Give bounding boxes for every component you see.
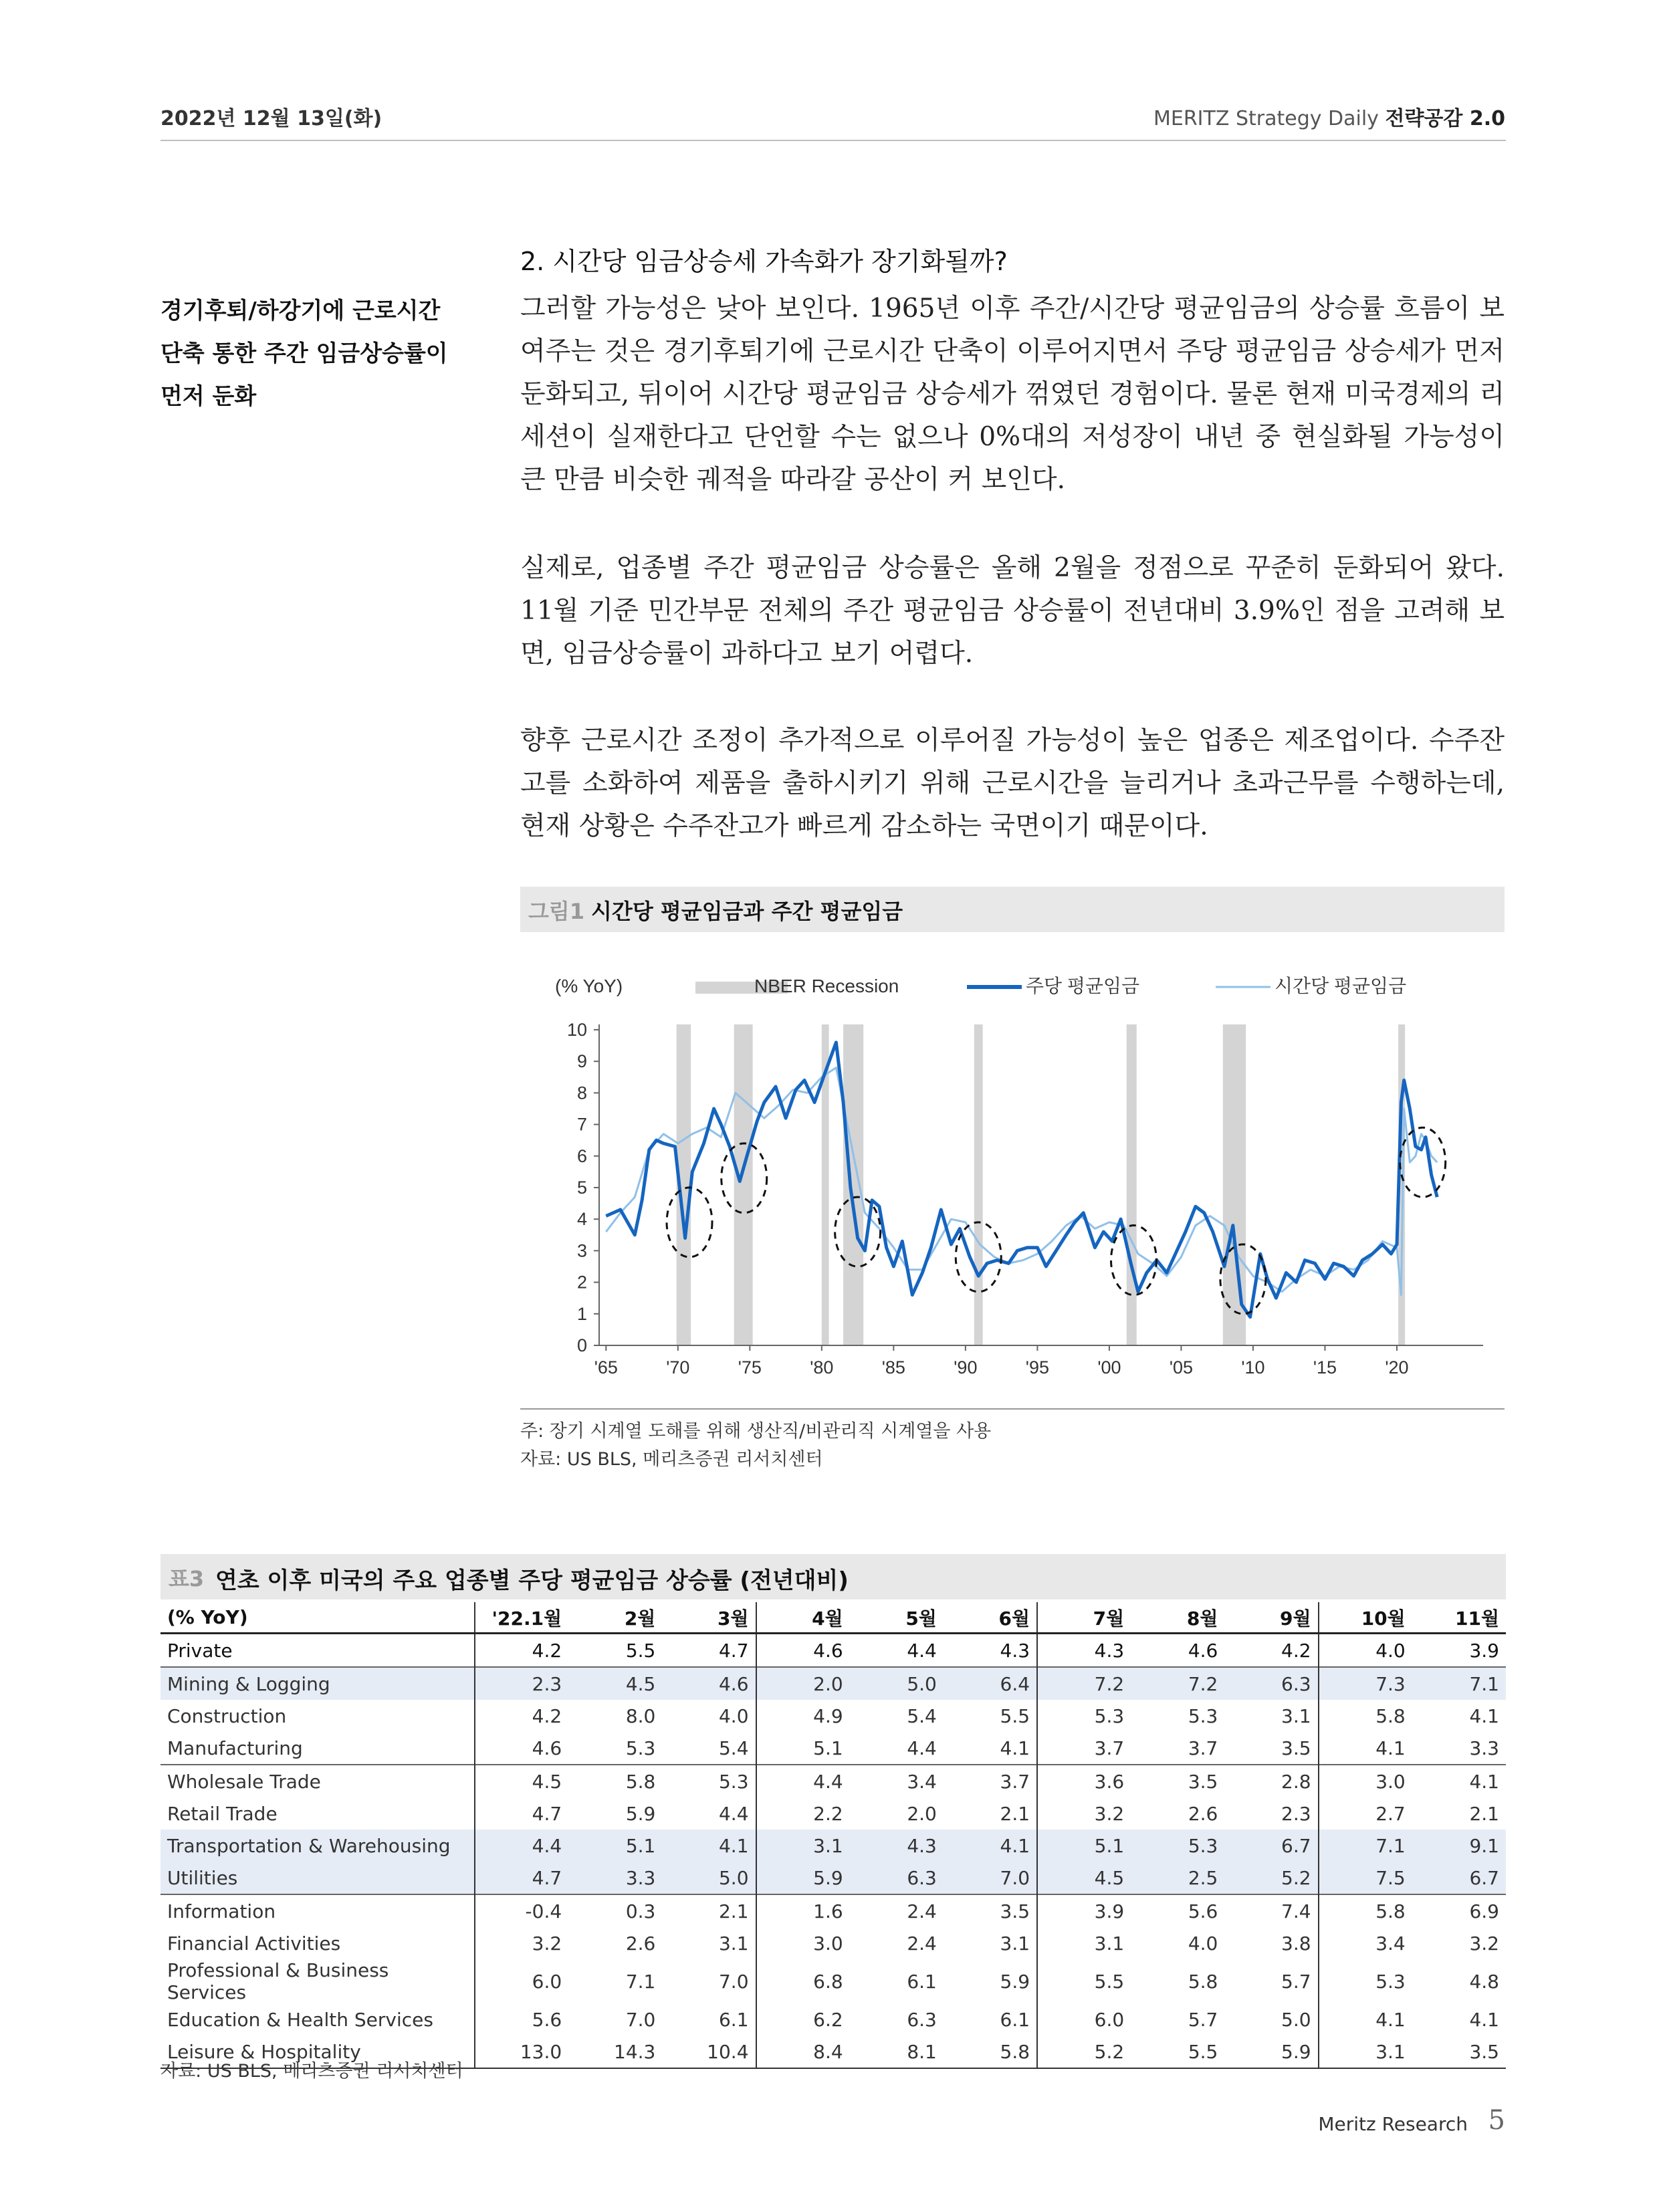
column-header: 3월 bbox=[662, 1602, 756, 1634]
cell-value: 6.0 bbox=[1037, 2003, 1131, 2035]
cell-value: 5.0 bbox=[850, 1667, 944, 1700]
cell-value: 3.1 bbox=[756, 1830, 850, 1862]
legend-hourly-label: 시간당 평균임금 bbox=[1275, 976, 1407, 996]
cell-value: 5.6 bbox=[1131, 1894, 1224, 1927]
cell-value: 4.5 bbox=[475, 1765, 568, 1797]
table-row bbox=[160, 1862, 1506, 1894]
cell-value: 2.3 bbox=[1281, 1802, 1311, 1825]
cell-value: 5.5 bbox=[1000, 1704, 1030, 1727]
cell-value: 5.1 bbox=[756, 1732, 850, 1765]
cell-value: 5.1 bbox=[568, 1830, 662, 1862]
cell-value: 5.7 bbox=[1281, 1970, 1311, 1993]
figure-title: 시간당 평균임금과 주간 평균임금 bbox=[591, 899, 903, 924]
column-header: 9월 bbox=[1224, 1602, 1318, 1634]
recession-band bbox=[974, 1024, 983, 1345]
cell-value: 4.1 bbox=[1319, 2003, 1412, 2035]
y-axis-unit: (% YoY) bbox=[555, 976, 623, 996]
cell-value: 3.3 bbox=[568, 1862, 662, 1894]
cell-value: 4.4 bbox=[756, 1765, 850, 1797]
cell-value: 4.4 bbox=[475, 1830, 568, 1862]
table-row bbox=[160, 1634, 1506, 1668]
cell-value: 5.7 bbox=[1188, 2008, 1218, 2031]
column-header: (% YoY) bbox=[160, 1602, 475, 1634]
cell-value: 3.1 bbox=[1319, 2035, 1412, 2068]
cell-value: 5.1 bbox=[1037, 1830, 1131, 1862]
cell-value: 3.9 bbox=[1469, 1639, 1499, 1662]
cell-value: 3.0 bbox=[756, 1927, 850, 1959]
cell-value: 2.2 bbox=[756, 1797, 850, 1830]
cell-value: 6.0 bbox=[475, 1959, 568, 2003]
section-title: 2. 시간당 임금상승세 가속화가 장기화될까? bbox=[520, 247, 1008, 276]
column-header: 5월 bbox=[850, 1602, 944, 1634]
paragraph-2: 실제로, 업종별 주간 평균임금 상승률은 올해 2월을 정점으로 꾸준히 둔화되어 왔다. 11월 기준 민간부문 전체의 주간 평균임금 상승률이 전년대비 3.9%인 점을 고려해 보면, 임금상승률이 과하다고 보기 어렵다. bbox=[520, 553, 1505, 669]
table-label: 표3 bbox=[169, 1566, 205, 1591]
cell-value: 4.1 bbox=[1469, 1704, 1499, 1727]
cell-value: 2.1 bbox=[662, 1894, 756, 1927]
cell-value: 3.5 bbox=[1281, 1737, 1311, 1759]
cell-value: 5.0 bbox=[1281, 2008, 1311, 2031]
x-tick-label: '10 bbox=[1241, 1357, 1265, 1377]
cell-value: 2.0 bbox=[907, 1802, 937, 1825]
cell-value: 3.0 bbox=[1319, 1765, 1412, 1797]
y-tick-label: 10 bbox=[566, 1020, 587, 1040]
cell-value: 3.2 bbox=[1037, 1797, 1131, 1830]
cell-value: 7.2 bbox=[1131, 1667, 1224, 1700]
table-row bbox=[160, 1797, 1506, 1830]
row-label: Private bbox=[167, 1639, 233, 1662]
cell-value: 5.3 bbox=[625, 1737, 656, 1759]
cell-value: 3.9 bbox=[1037, 1894, 1131, 1927]
cell-value: 5.9 bbox=[1000, 1970, 1030, 1993]
row-label: Mining & Logging bbox=[160, 1667, 475, 1700]
paragraph-1: 그러할 가능성은 낮아 보인다. 1965년 이후 주간/시간당 평균임금의 상승률 흐름이 보여주는 것은 경기후퇴기에 근로시간 단축이 이루어지면서 주당 평균임금 상승세가 먼저 둔화되고, 뒤이어 시간당 평균임금 상승세가 꺾였던 경험이다. 물론 현재 미국경제의 리세션이 실재한다고 단언할 수는 없으나 0%대의 저성장이 내년 중 현실화될 가능성이 큰 만큼 비슷한 궤적을 따라갈 공산이 커 보인다. bbox=[520, 294, 1505, 495]
column-header: 2월 bbox=[568, 1602, 662, 1634]
cell-value: 6.1 bbox=[718, 2008, 749, 2031]
cell-value: 2.3 bbox=[475, 1667, 568, 1700]
table-row bbox=[160, 1927, 1506, 1959]
cell-value: 4.7 bbox=[475, 1862, 568, 1894]
page-number: 5 bbox=[1488, 2105, 1505, 2136]
x-tick-label: '90 bbox=[954, 1357, 978, 1377]
y-tick-label: 9 bbox=[576, 1051, 587, 1072]
cell-value: 6.3 bbox=[907, 2008, 937, 2031]
figure-bottom-rule bbox=[520, 1408, 1505, 1410]
cell-value: 2.0 bbox=[756, 1667, 850, 1700]
cell-value: 4.1 bbox=[944, 1830, 1037, 1862]
cell-value: 4.0 bbox=[1319, 1634, 1412, 1668]
column-header: 8월 bbox=[1131, 1602, 1224, 1634]
side-note: 경기후퇴/하강기에 근로시간 단축 통한 주간 임금상승률이 먼저 둔화 bbox=[160, 298, 448, 410]
table-title: 연초 이후 미국의 주요 업종별 주당 평균임금 상승률 (전년대비) bbox=[215, 1567, 849, 1594]
legend-weekly-label: 주당 평균임금 bbox=[1026, 976, 1140, 996]
cell-value: 3.2 bbox=[475, 1927, 568, 1959]
cell-value: 1.6 bbox=[756, 1894, 850, 1927]
cell-value: 8.4 bbox=[756, 2035, 850, 2068]
cell-value: 5.8 bbox=[568, 1765, 662, 1797]
x-tick-label: '15 bbox=[1313, 1357, 1337, 1377]
y-tick-label: 8 bbox=[576, 1083, 587, 1103]
cell-value: 7.0 bbox=[944, 1862, 1037, 1894]
cell-value: 4.6 bbox=[475, 1732, 568, 1765]
column-header: 7월 bbox=[1037, 1602, 1131, 1634]
cell-value: 4.1 bbox=[1469, 2008, 1499, 2031]
cell-value: 6.3 bbox=[850, 1862, 944, 1894]
cell-value: 2.7 bbox=[1319, 1797, 1412, 1830]
y-tick-label: 7 bbox=[576, 1114, 587, 1135]
y-tick-label: 3 bbox=[576, 1240, 587, 1261]
cell-value: 7.0 bbox=[718, 1970, 749, 1993]
row-label: Leisure & Hospitality bbox=[160, 2035, 475, 2068]
cell-value: 3.5 bbox=[944, 1894, 1037, 1927]
x-tick-label: '70 bbox=[666, 1357, 690, 1377]
cell-value: 3.5 bbox=[1412, 2035, 1506, 2068]
table-row bbox=[160, 1732, 1506, 1765]
x-tick-label: '80 bbox=[810, 1357, 834, 1377]
cell-value: 4.4 bbox=[907, 1737, 937, 1759]
cell-value: 3.3 bbox=[1469, 1737, 1499, 1759]
column-header: 6월 bbox=[944, 1602, 1037, 1634]
cell-value: 4.0 bbox=[718, 1704, 749, 1727]
cell-value: 3.4 bbox=[850, 1765, 944, 1797]
cell-value: 5.3 bbox=[662, 1765, 756, 1797]
figure-note: 주: 장기 시계열 도해를 위해 생산직/비관리직 시계열을 사용 bbox=[520, 1421, 992, 1442]
header-divider bbox=[160, 140, 1506, 141]
cell-value: 5.3 bbox=[1037, 1700, 1131, 1732]
cell-value: 6.4 bbox=[944, 1667, 1037, 1700]
recession-band bbox=[1127, 1024, 1137, 1345]
cell-value: 4.6 bbox=[662, 1667, 756, 1700]
row-label: Education & Health Services bbox=[167, 2008, 433, 2031]
cell-value: 3.7 bbox=[944, 1765, 1037, 1797]
x-tick-label: '75 bbox=[738, 1357, 762, 1377]
column-header: 10월 bbox=[1319, 1602, 1412, 1634]
cell-value: 2.5 bbox=[1131, 1862, 1224, 1894]
legend-recession-label: NBER Recession bbox=[754, 976, 899, 996]
cell-value: 4.3 bbox=[1000, 1639, 1030, 1662]
publication-title: 전략공감 2.0 bbox=[1385, 107, 1505, 130]
cell-value: 3.1 bbox=[718, 1932, 749, 1955]
table-row bbox=[160, 1700, 1506, 1732]
cell-value: 5.3 bbox=[1319, 1959, 1412, 2003]
cell-value: 4.7 bbox=[475, 1797, 568, 1830]
row-label: Manufacturing bbox=[167, 1737, 303, 1759]
row-label: Retail Trade bbox=[167, 1802, 278, 1825]
cell-value: 4.3 bbox=[1037, 1634, 1131, 1668]
cell-value: 14.3 bbox=[568, 2035, 662, 2068]
cell-value: 3.1 bbox=[1281, 1704, 1311, 1727]
cell-value: 3.4 bbox=[1319, 1927, 1412, 1959]
table-row bbox=[160, 1765, 1506, 1797]
cell-value: 8.0 bbox=[625, 1704, 656, 1727]
cell-value: 4.4 bbox=[718, 1802, 749, 1825]
cell-value: 7.5 bbox=[1319, 1862, 1412, 1894]
cell-value: 3.7 bbox=[1037, 1732, 1131, 1765]
cell-value: 6.7 bbox=[1412, 1862, 1506, 1894]
cell-value: 0.3 bbox=[568, 1894, 662, 1927]
cell-value: 4.5 bbox=[1037, 1862, 1131, 1894]
cell-value: 3.1 bbox=[1000, 1932, 1030, 1955]
cell-value: -0.4 bbox=[475, 1894, 568, 1927]
recession-band bbox=[734, 1024, 753, 1345]
cell-value: 4.1 bbox=[1000, 1737, 1030, 1759]
cell-value: 5.9 bbox=[756, 1862, 850, 1894]
footer-brand: Meritz Research bbox=[1318, 2113, 1468, 2135]
cell-value: 7.1 bbox=[1412, 1667, 1506, 1700]
cell-value: 4.9 bbox=[756, 1700, 850, 1732]
series-weekly-wage bbox=[606, 1042, 1437, 1317]
legend bbox=[555, 976, 1406, 996]
cell-value: 4.3 bbox=[850, 1830, 944, 1862]
row-label: Transportation & Warehousing bbox=[160, 1830, 475, 1862]
y-tick-label: 2 bbox=[576, 1272, 587, 1293]
cell-value: 6.1 bbox=[1000, 2008, 1030, 2031]
cell-value: 5.9 bbox=[625, 1802, 656, 1825]
cell-value: 2.4 bbox=[850, 1894, 944, 1927]
cell-value: 5.2 bbox=[1224, 1862, 1318, 1894]
figure-label: 그림1 bbox=[528, 899, 585, 924]
column-header: 11월 bbox=[1412, 1602, 1506, 1634]
cell-value: 4.1 bbox=[1319, 1732, 1412, 1765]
cell-value: 6.3 bbox=[1224, 1667, 1318, 1700]
cell-value: 3.5 bbox=[1131, 1765, 1224, 1797]
cell-value: 4.1 bbox=[662, 1830, 756, 1862]
wage-growth-table bbox=[160, 1602, 1506, 2069]
cell-value: 6.8 bbox=[756, 1959, 850, 2003]
cell-value: 5.4 bbox=[907, 1704, 937, 1727]
cell-value: 7.0 bbox=[625, 2008, 656, 2031]
table-row bbox=[160, 1667, 1506, 1700]
cell-value: 5.6 bbox=[475, 2003, 568, 2035]
paragraph-3: 향후 근로시간 조정이 추가적으로 이루어질 가능성이 높은 업종은 제조업이다. 수주잔고를 소화하여 제품을 출하시키기 위해 근로시간을 늘리거나 초과근무를 수행하는데, 현재 상황은 수주잔고가 빠르게 감소하는 국면이기 때문이다. bbox=[520, 726, 1505, 841]
row-label: Wholesale Trade bbox=[160, 1765, 475, 1797]
cell-value: 6.2 bbox=[756, 2003, 850, 2035]
cell-value: 5.8 bbox=[1319, 1894, 1412, 1927]
cell-value: 9.1 bbox=[1412, 1830, 1506, 1862]
cell-value: 4.7 bbox=[718, 1639, 749, 1662]
cell-value: 5.0 bbox=[662, 1862, 756, 1894]
cell-value: 5.8 bbox=[1319, 1700, 1412, 1732]
cell-value: 4.6 bbox=[1188, 1639, 1218, 1662]
cell-value: 3.8 bbox=[1281, 1932, 1311, 1955]
cell-value: 5.3 bbox=[1131, 1830, 1224, 1862]
cell-value: 5.5 bbox=[1131, 2035, 1224, 2068]
cell-value: 2.1 bbox=[1000, 1802, 1030, 1825]
header-date: 2022년 12월 13일(화) bbox=[160, 107, 382, 130]
cell-value: 10.4 bbox=[662, 2035, 756, 2068]
row-label: Professional & Business Services bbox=[167, 1959, 389, 2003]
y-tick-label: 5 bbox=[576, 1178, 587, 1198]
cell-value: 5.5 bbox=[625, 1639, 656, 1662]
x-tick-label: '85 bbox=[881, 1357, 905, 1377]
recession-bands bbox=[677, 1024, 1405, 1345]
cell-value: 13.0 bbox=[475, 2035, 568, 2068]
cell-value: 6.7 bbox=[1224, 1830, 1318, 1862]
column-header: '22.1월 bbox=[475, 1602, 568, 1634]
cell-value: 5.8 bbox=[1188, 1970, 1218, 1993]
cell-value: 4.6 bbox=[756, 1634, 850, 1668]
cell-value: 5.9 bbox=[1224, 2035, 1318, 2068]
cell-value: 3.6 bbox=[1037, 1765, 1131, 1797]
cell-value: 2.6 bbox=[1188, 1802, 1218, 1825]
series-hourly-wage bbox=[606, 1068, 1437, 1295]
table-row bbox=[160, 1894, 1506, 1927]
cell-value: 5.3 bbox=[1188, 1704, 1218, 1727]
cell-value: 7.4 bbox=[1224, 1894, 1318, 1927]
axes bbox=[567, 1020, 1483, 1377]
column-header: 4월 bbox=[756, 1602, 850, 1634]
cell-value: 4.0 bbox=[1188, 1932, 1218, 1955]
cell-value: 2.1 bbox=[1469, 1802, 1499, 1825]
cell-value: 5.4 bbox=[718, 1737, 749, 1759]
cell-value: 7.2 bbox=[1037, 1667, 1131, 1700]
cell-value: 7.1 bbox=[1319, 1830, 1412, 1862]
x-tick-label: '65 bbox=[594, 1357, 618, 1377]
row-label: Information bbox=[160, 1894, 475, 1927]
cell-value: 3.2 bbox=[1469, 1932, 1499, 1955]
cell-value: 3.1 bbox=[1037, 1927, 1131, 1959]
figure-source: 자료: US BLS, 메리츠증권 리서치센터 bbox=[520, 1449, 823, 1470]
cell-value: 7.1 bbox=[625, 1970, 656, 1993]
table-header-row bbox=[160, 1602, 1506, 1634]
cell-value: 7.3 bbox=[1319, 1667, 1412, 1700]
cell-value: 4.2 bbox=[475, 1634, 568, 1668]
series-lines bbox=[606, 1042, 1437, 1317]
cell-value: 2.6 bbox=[625, 1932, 656, 1955]
x-tick-label: '05 bbox=[1169, 1357, 1194, 1377]
table-row bbox=[160, 2003, 1506, 2035]
cell-value: 5.5 bbox=[1037, 1959, 1131, 2003]
cell-value: 5.2 bbox=[1037, 2035, 1131, 2068]
cell-value: 8.1 bbox=[850, 2035, 944, 2068]
y-tick-label: 4 bbox=[576, 1209, 587, 1230]
row-label: Construction bbox=[167, 1704, 287, 1727]
wage-growth-chart bbox=[520, 950, 1505, 1404]
x-tick-label: '95 bbox=[1025, 1357, 1049, 1377]
cell-value: 4.8 bbox=[1469, 1970, 1499, 1993]
table-source: 자료: US BLS, 메리츠증권 리서치센터 bbox=[160, 2061, 463, 2082]
cell-value: 4.1 bbox=[1412, 1765, 1506, 1797]
cell-value: 5.8 bbox=[944, 2035, 1037, 2068]
row-label: Financial Activities bbox=[167, 1932, 341, 1955]
cell-value: 4.4 bbox=[907, 1639, 937, 1662]
cell-value: 6.1 bbox=[907, 1970, 937, 1993]
cell-value: 4.2 bbox=[1281, 1639, 1311, 1662]
header-publication bbox=[1153, 102, 1505, 131]
cell-value: 4.5 bbox=[568, 1667, 662, 1700]
highlight-ellipses bbox=[667, 1127, 1446, 1314]
table-row bbox=[160, 1830, 1506, 1862]
cell-value: 4.2 bbox=[475, 1700, 568, 1732]
y-tick-label: 6 bbox=[576, 1145, 587, 1166]
cell-value: 6.9 bbox=[1412, 1894, 1506, 1927]
table-row bbox=[160, 1959, 1506, 2003]
x-tick-label: '20 bbox=[1385, 1357, 1409, 1377]
recession-band bbox=[843, 1024, 863, 1345]
y-tick-label: 1 bbox=[576, 1303, 587, 1324]
y-tick-label: 0 bbox=[576, 1335, 587, 1355]
row-label: Utilities bbox=[160, 1862, 475, 1894]
cell-value: 3.7 bbox=[1188, 1737, 1218, 1759]
cell-value: 2.4 bbox=[907, 1932, 937, 1955]
publication-name: MERITZ Strategy Daily bbox=[1153, 107, 1379, 130]
cell-value: 2.8 bbox=[1224, 1765, 1318, 1797]
x-tick-label: '00 bbox=[1097, 1357, 1121, 1377]
